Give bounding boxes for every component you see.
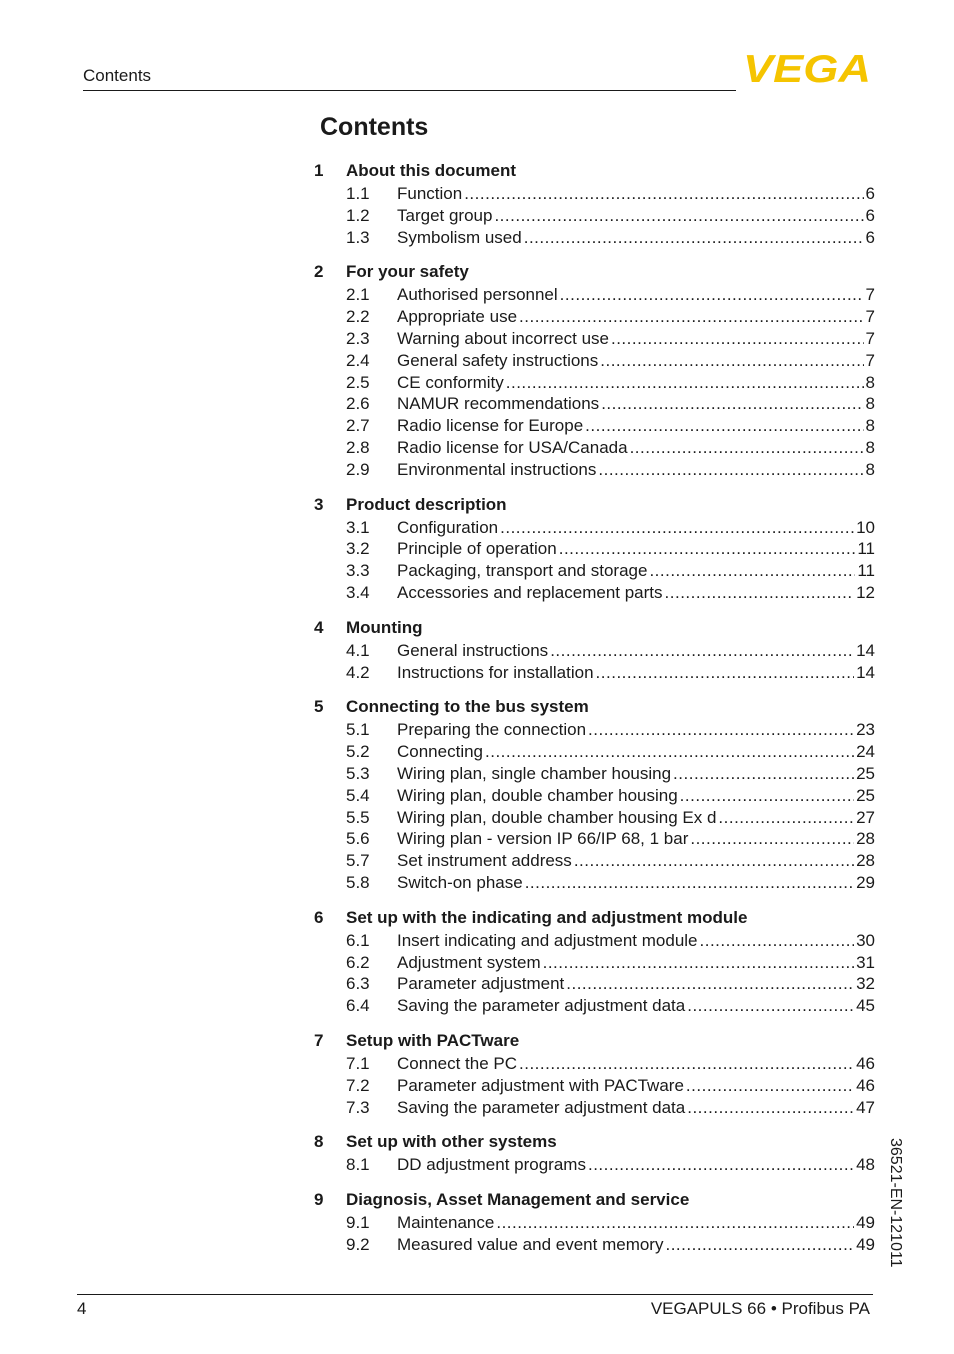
toc-entry-title: Measured value and event memory [397, 1234, 664, 1254]
toc-chapter [314, 260, 875, 480]
toc-entry-page: 49 [856, 1213, 875, 1233]
toc-chapter-number: 3 [314, 494, 324, 514]
toc-entry-number: 9.1 [346, 1213, 370, 1233]
toc-chapter [314, 1130, 875, 1176]
toc-entry[interactable] [314, 393, 875, 415]
toc-entry-title: Authorised personnel [397, 285, 558, 305]
toc-chapter-number: 4 [314, 617, 324, 637]
toc-entry-title: Warning about incorrect use [397, 328, 609, 348]
toc-entry-page: 32 [856, 974, 875, 994]
toc-dot-leader [686, 1075, 854, 1097]
toc-dot-leader [506, 372, 864, 394]
toc-entry-number: 4.1 [346, 640, 370, 660]
toc-entry-title: Set instrument address [397, 851, 572, 871]
toc-entry[interactable] [314, 850, 875, 872]
toc-entry-page: 23 [856, 720, 875, 740]
toc-chapter-title: Set up with the indicating and adjustment module [346, 907, 748, 927]
footer-rule [77, 1294, 873, 1295]
toc-chapter-number: 8 [314, 1132, 324, 1152]
toc-entry-page: 8 [865, 416, 875, 436]
toc-entry-title: DD adjustment programs [397, 1155, 586, 1175]
toc-chapter-heading[interactable] [314, 1029, 875, 1053]
toc-dot-leader [680, 785, 854, 807]
toc-dot-leader [687, 995, 854, 1017]
toc-entry-title: Principle of operation [397, 539, 557, 559]
toc-entry-page: 10 [856, 517, 875, 537]
toc-entry-page: 24 [856, 742, 875, 762]
toc-entry[interactable] [314, 328, 875, 350]
toc-entry-title: NAMUR recommendations [397, 394, 600, 414]
toc-dot-leader [665, 1234, 854, 1256]
toc-entry-title: Accessories and replacement parts [397, 582, 663, 602]
toc-entry[interactable] [314, 183, 875, 205]
toc-chapter-title: Set up with other systems [346, 1132, 557, 1152]
toc-entry-title: Configuration [397, 517, 499, 537]
toc-dot-leader [560, 284, 864, 306]
header-rule [83, 90, 736, 91]
toc-chapter-heading[interactable] [314, 159, 875, 183]
toc-entry[interactable] [314, 785, 875, 807]
toc-entry-number: 6.3 [346, 974, 370, 994]
toc-chapter-title: For your safety [346, 262, 469, 282]
toc-dot-leader [700, 930, 855, 952]
toc-entry-page: 7 [865, 328, 875, 348]
toc-entry-page: 7 [865, 307, 875, 327]
toc-entry-number: 6.2 [346, 952, 370, 972]
toc-entry-title: Adjustment system [397, 952, 541, 972]
toc-entry[interactable] [314, 582, 875, 604]
toc-entry-title: Saving the parameter adjustment data [397, 996, 686, 1016]
toc-entry-page: 27 [856, 807, 875, 827]
toc-entry-number: 5.8 [346, 872, 370, 892]
toc-entry-number: 4.2 [346, 662, 370, 682]
toc-entry-page: 29 [856, 872, 875, 892]
toc-entry[interactable] [314, 1097, 875, 1119]
toc-dot-leader [485, 741, 854, 763]
toc-dot-leader [559, 538, 856, 560]
toc-chapter-heading[interactable] [314, 906, 875, 930]
toc-entry[interactable] [314, 763, 875, 785]
table-of-contents [314, 159, 875, 1268]
toc-chapter-number: 9 [314, 1190, 324, 1210]
toc-dot-leader [600, 350, 863, 372]
toc-entry-page: 28 [856, 851, 875, 871]
toc-dot-leader [464, 183, 863, 205]
toc-entry[interactable] [314, 828, 875, 850]
toc-entry[interactable] [314, 930, 875, 952]
toc-chapter-number: 7 [314, 1030, 324, 1050]
toc-entry-title: Instructions for installation [397, 662, 594, 682]
toc-dot-leader [550, 640, 854, 662]
toc-entry-title: Wiring plan, double chamber housing [397, 785, 678, 805]
toc-entry-number: 2.3 [346, 328, 370, 348]
toc-chapter-number: 1 [314, 161, 324, 180]
toc-entry-title: Parameter adjustment with PACTware [397, 1075, 684, 1095]
toc-entry-page: 46 [856, 1053, 875, 1073]
toc-entry-title: Saving the parameter adjustment data [397, 1097, 686, 1117]
toc-dot-leader [519, 306, 864, 328]
toc-entry[interactable] [314, 284, 875, 306]
toc-dot-leader [500, 517, 854, 539]
toc-dot-leader [566, 973, 854, 995]
toc-entry[interactable] [314, 872, 875, 894]
toc-entry-page: 12 [856, 582, 875, 602]
toc-entry-page: 8 [865, 437, 875, 457]
toc-entry-number: 5.2 [346, 742, 370, 762]
toc-entry[interactable] [314, 741, 875, 763]
toc-entry-page: 31 [856, 952, 875, 972]
toc-dot-leader [673, 763, 854, 785]
toc-entry-title: Radio license for USA/Canada [397, 437, 628, 457]
toc-entry-number: 5.1 [346, 720, 370, 740]
toc-entry[interactable] [314, 1053, 875, 1075]
toc-chapter-heading[interactable] [314, 1130, 875, 1154]
toc-chapter-title: Connecting to the bus system [346, 697, 589, 717]
toc-chapter [314, 1188, 875, 1256]
toc-entry-title: Connecting [397, 742, 484, 762]
toc-chapter-title: Diagnosis, Asset Management and service [346, 1190, 690, 1210]
toc-entry-number: 8.1 [346, 1155, 370, 1175]
toc-entry-number: 7.1 [346, 1053, 370, 1073]
toc-entry-number: 3.2 [346, 539, 370, 559]
toc-entry-number: 3.1 [346, 517, 370, 537]
toc-entry-number: 6.4 [346, 996, 370, 1016]
toc-entry-number: 3.4 [346, 582, 370, 602]
toc-dot-leader [585, 415, 863, 437]
toc-entry-number: 2.7 [346, 416, 370, 436]
toc-entry-page: 11 [857, 561, 875, 581]
toc-entry[interactable] [314, 640, 875, 662]
toc-entry-title: Target group [397, 205, 493, 225]
toc-entry-title: Symbolism used [397, 227, 522, 247]
toc-entry-number: 9.2 [346, 1234, 370, 1254]
toc-chapter [314, 1029, 875, 1118]
toc-dot-leader [649, 560, 855, 582]
toc-entry[interactable] [314, 372, 875, 394]
toc-entry-title: Preparing the connection [397, 720, 587, 740]
toc-entry-title: General safety instructions [397, 350, 599, 370]
toc-dot-leader [494, 205, 863, 227]
toc-entry[interactable] [314, 1234, 875, 1256]
vega-logo [742, 52, 872, 84]
toc-dot-leader [524, 227, 864, 249]
footer-page-number: 4 [77, 1299, 87, 1318]
toc-chapter-heading[interactable] [314, 260, 875, 284]
toc-entry[interactable] [314, 995, 875, 1017]
toc-entry[interactable] [314, 973, 875, 995]
toc-entry[interactable] [314, 807, 875, 829]
toc-entry-page: 8 [865, 372, 875, 392]
toc-entry-title: Environmental instructions [397, 459, 597, 479]
toc-entry-page: 6 [865, 227, 875, 247]
toc-entry-page: 30 [856, 930, 875, 950]
toc-chapter [314, 695, 875, 893]
toc-entry[interactable] [314, 437, 875, 459]
toc-entry-title: CE conformity [397, 372, 504, 392]
toc-entry-title: Appropriate use [397, 307, 518, 327]
toc-entry[interactable] [314, 227, 875, 249]
toc-entry-number: 5.7 [346, 851, 370, 871]
toc-entry-number: 1.1 [346, 184, 370, 203]
page-title: Contents [320, 113, 429, 141]
toc-entry-title: Wiring plan, single chamber housing [397, 763, 672, 783]
header-section-label: Contents [83, 66, 152, 85]
toc-entry-page: 25 [856, 763, 875, 783]
toc-dot-leader [588, 719, 854, 741]
toc-entry-title: Connect the PC [397, 1053, 518, 1073]
toc-dot-leader [665, 582, 855, 604]
toc-entry[interactable] [314, 1212, 875, 1234]
toc-entry-title: Parameter adjustment [397, 974, 565, 994]
toc-entry-number: 2.8 [346, 437, 370, 457]
toc-entry-number: 5.4 [346, 785, 370, 805]
toc-dot-leader [611, 328, 864, 350]
toc-chapter-heading[interactable] [314, 1188, 875, 1212]
toc-entry-number: 7.2 [346, 1075, 370, 1095]
toc-dot-leader [601, 393, 863, 415]
toc-entry-page: 14 [856, 640, 875, 660]
toc-entry[interactable] [314, 459, 875, 481]
toc-entry-page: 48 [856, 1155, 875, 1175]
toc-entry-number: 2.6 [346, 394, 370, 414]
toc-entry-title: General instructions [397, 640, 549, 660]
toc-entry-number: 5.6 [346, 829, 370, 849]
toc-entry[interactable] [314, 1075, 875, 1097]
toc-dot-leader [496, 1212, 854, 1234]
toc-entry-number: 2.2 [346, 307, 370, 327]
toc-entry-page: 46 [856, 1075, 875, 1095]
toc-dot-leader [519, 1053, 854, 1075]
toc-entry[interactable] [314, 205, 875, 227]
toc-chapter-heading[interactable] [314, 616, 875, 640]
toc-entry-number: 6.1 [346, 930, 370, 950]
toc-entry-title: Insert indicating and adjustment module [397, 930, 698, 950]
toc-dot-leader [588, 1154, 854, 1176]
toc-chapter-title: Mounting [346, 617, 423, 637]
toc-entry-page: 8 [865, 459, 875, 479]
toc-dot-leader [543, 952, 854, 974]
toc-entry-title: Packaging, transport and storage [397, 561, 648, 581]
toc-entry-number: 3.3 [346, 561, 370, 581]
toc-entry-page: 28 [856, 829, 875, 849]
toc-dot-leader [598, 459, 863, 481]
toc-entry-number: 2.4 [346, 350, 370, 370]
toc-entry[interactable] [314, 306, 875, 328]
toc-entry-page: 6 [865, 205, 875, 225]
toc-entry[interactable] [314, 662, 875, 684]
toc-entry-page: 7 [865, 285, 875, 305]
footer-product-name: VEGAPULS 66 • Profibus PA [650, 1299, 870, 1318]
toc-entry-title: Radio license for Europe [397, 416, 584, 436]
toc-chapter-heading[interactable] [314, 493, 875, 517]
toc-entry-page: 6 [865, 184, 875, 203]
toc-entry-page: 11 [857, 539, 875, 559]
toc-dot-leader [574, 850, 854, 872]
toc-entry[interactable] [314, 538, 875, 560]
toc-chapter-heading[interactable] [314, 695, 875, 719]
toc-chapter-number: 5 [314, 697, 324, 717]
document-code: 36521-EN-121011 [887, 1138, 904, 1268]
toc-chapter-number: 2 [314, 262, 324, 282]
toc-chapter-title: About this document [346, 161, 516, 180]
toc-chapter-number: 6 [314, 907, 324, 927]
toc-entry-page: 47 [856, 1097, 875, 1117]
toc-entry-page: 45 [856, 996, 875, 1016]
toc-entry[interactable] [314, 560, 875, 582]
toc-entry-page: 8 [865, 394, 875, 414]
toc-dot-leader [718, 807, 854, 829]
toc-entry-number: 1.2 [346, 205, 370, 225]
toc-entry-title: Function [397, 184, 463, 203]
toc-dot-leader [596, 662, 855, 684]
toc-entry-title: Wiring plan - version IP 66/IP 68, 1 bar [397, 829, 689, 849]
toc-entry-number: 2.9 [346, 459, 370, 479]
toc-entry[interactable] [314, 350, 875, 372]
toc-chapter-title: Product description [346, 494, 507, 514]
toc-chapter [314, 906, 875, 1017]
toc-dot-leader [690, 828, 854, 850]
toc-entry[interactable] [314, 415, 875, 437]
toc-entry-title: Maintenance [397, 1213, 495, 1233]
toc-entry-page: 7 [865, 350, 875, 370]
toc-chapter [314, 493, 875, 604]
toc-chapter-title: Setup with PACTware [346, 1030, 520, 1050]
toc-entry-number: 2.1 [346, 285, 370, 305]
toc-chapter [314, 616, 875, 684]
toc-entry-number: 1.3 [346, 227, 370, 247]
toc-entry-title: Switch-on phase [397, 872, 523, 892]
toc-entry[interactable] [314, 719, 875, 741]
toc-entry-number: 5.3 [346, 763, 370, 783]
toc-entry[interactable] [314, 517, 875, 539]
toc-entry-page: 14 [856, 662, 875, 682]
toc-entry-page: 25 [856, 785, 875, 805]
toc-entry-page: 49 [856, 1234, 875, 1254]
toc-dot-leader [630, 437, 864, 459]
toc-dot-leader [525, 872, 854, 894]
toc-dot-leader [687, 1097, 854, 1119]
toc-entry-number: 2.5 [346, 372, 370, 392]
toc-entry-number: 5.5 [346, 807, 370, 827]
toc-entry[interactable] [314, 952, 875, 974]
toc-entry[interactable] [314, 1154, 875, 1176]
vega-logo-text: VEGA [743, 52, 871, 84]
toc-entry-number: 7.3 [346, 1097, 370, 1117]
toc-chapter [314, 159, 875, 248]
toc-entry-title: Wiring plan, double chamber housing Ex d [397, 807, 717, 827]
